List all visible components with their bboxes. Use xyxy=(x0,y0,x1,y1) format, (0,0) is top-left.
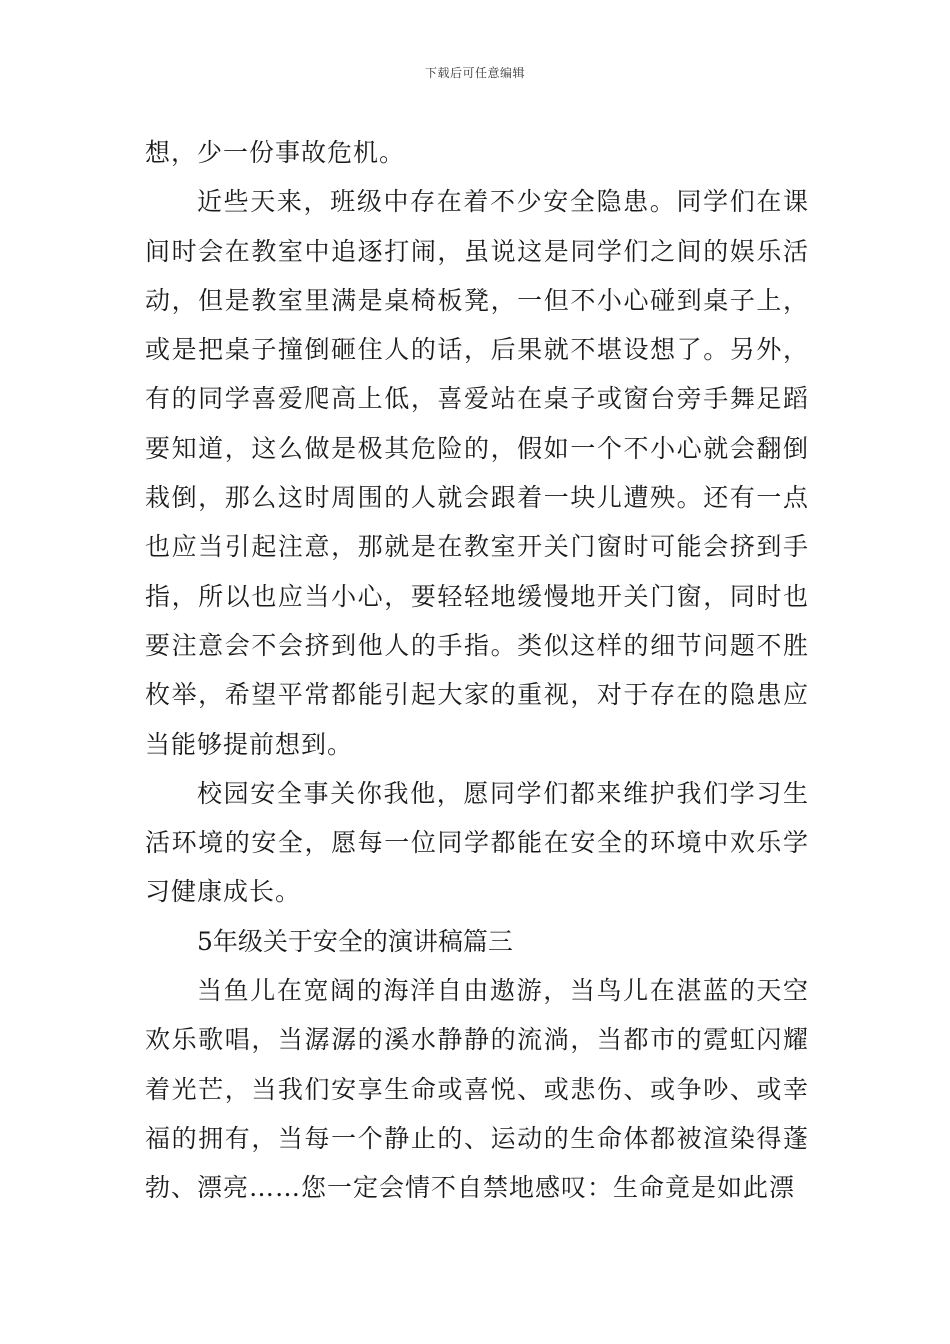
paragraph-safety-hazards: 近些天来，班级中存在着不少安全隐患。同学们在课间时会在教室中追逐打闹，虽说这是同学们之间的娱乐活动，但是教室里满是桌椅板凳，一但不小心碰到桌子上，或是把桌子撞倒砸住人的话，后果就不堪设想了。另外，有的同学喜爱爬高上低，喜爱站在桌子或窗台旁手舞足蹈要知道，这么做是极其危险的，假如一个不小心就会翻倒栽倒，那么这时周围的人就会跟着一块儿遭殃。还有一点也应当引起注意，那就是在教室开关门窗时可能会挤到手指，所以也应当小心，要轻轻地缓慢地开关门窗，同时也要注意会不会挤到他人的手指。类似这样的细节问题不胜枚举，希望平常都能引起大家的重视，对于存在的隐患应当能够提前想到。 xyxy=(145,187,809,759)
page-header-note: 下载后可任意编辑 xyxy=(424,66,525,80)
paragraph-life-intro: 当鱼儿在宽阔的海洋自由遨游，当鸟儿在湛蓝的天空欢乐歌唱，当潺潺的溪水静静的流淌，当都市的霓虹闪耀着光芒，当我们安享生命或喜悦、或悲伤、或争吵、或幸福的拥有，当每一个静止的、运动的生命体都被渲染得蓬勃、漂亮……您一定会情不自禁地感叹：生命竟是如此漂 xyxy=(145,976,809,1203)
paragraph-campus-safety: 校园安全事关你我他，愿同学们都来维护我们学习生活环境的安全，愿每一位同学都能在安全的环境中欢乐学习健康成长。 xyxy=(145,778,809,907)
section-heading: 5年级关于安全的演讲稿篇三 xyxy=(197,926,513,956)
paragraph-continuation: 想，少一份事故危机。 xyxy=(145,138,406,167)
document-body xyxy=(145,128,809,1213)
